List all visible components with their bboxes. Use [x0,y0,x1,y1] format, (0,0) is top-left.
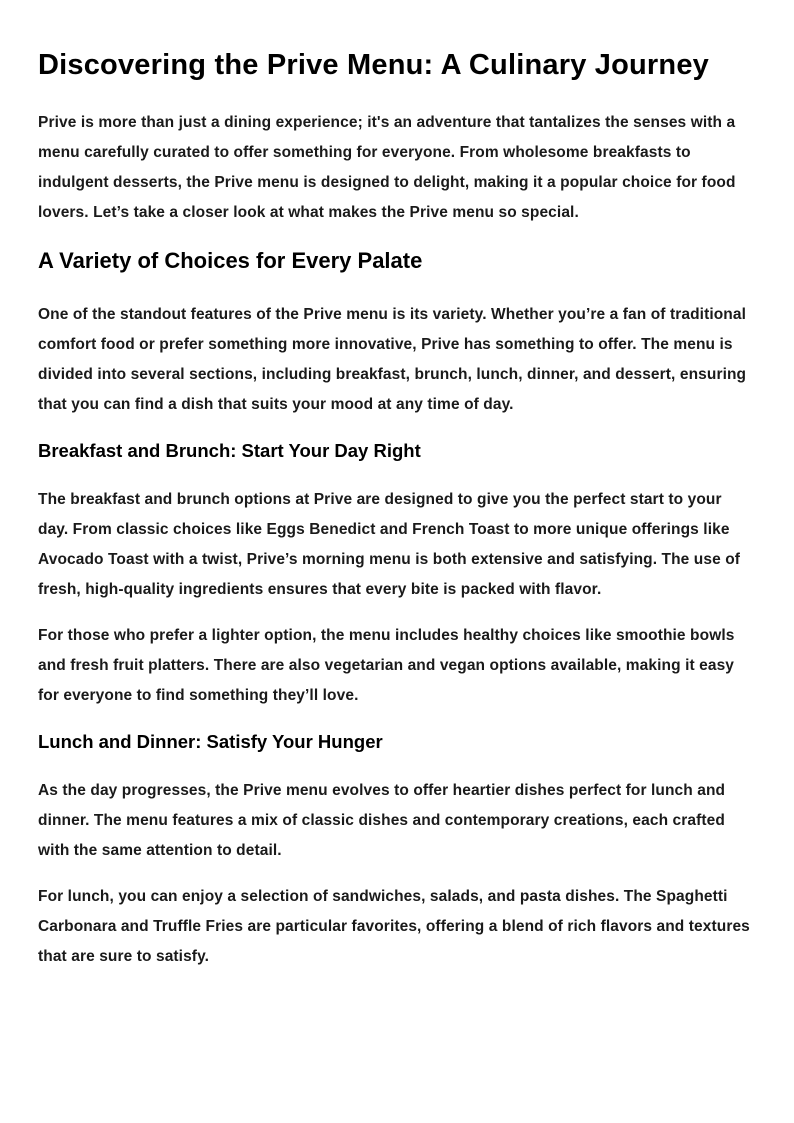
intro-paragraph: Prive is more than just a dining experience; it's an adventure that tantalizes the senses with a menu carefully curated to offer something for everyone. From wholesome breakfasts to indulgent desserts, the Prive menu is designed to delight, making it a popular choice for food lovers. Let’s take a closer look at what makes the Prive menu so special. [38,114,736,221]
lunch-paragraph-2: For lunch, you can enjoy a selection of sandwiches, salads, and pasta dishes. The Spaghetti Carbonara and Truffle Fries are particular favorites, offering a blend of rich flavors and textures that are sure to satisfy. [38,888,750,965]
breakfast-paragraph-2: For those who prefer a lighter option, the menu includes healthy choices like smoothie bowls and fresh fruit platters. There are also vegetarian and vegan options available, making it easy for everyone to find something they’ll love. [38,627,735,704]
breakfast-paragraph-1: The breakfast and brunch options at Prive are designed to give you the perfect start to your day. From classic choices like Eggs Benedict and French Toast to more unique offerings like Avocado Toast with a twist, Prive’s morning menu is both extensive and satisfying. The use of fresh, high-quality ingredients ensures that every bite is packed with flavor. [38,491,741,598]
page-title: Discovering the Prive Menu: A Culinary Journey [38,49,709,81]
subsection-breakfast-heading: Breakfast and Brunch: Start Your Day Right [38,440,421,461]
article-body [38,36,756,972]
variety-paragraph: One of the standout features of the Prive menu is its variety. Whether you’re a fan of traditional comfort food or prefer something more innovative, Prive has something to offer. The menu is divided into several sections, including breakfast, brunch, lunch, dinner, and dessert, ensuring that you can find a dish that suits your mood at any time of day. [38,306,747,413]
section-variety-heading: A Variety of Choices for Every Palate [38,248,423,273]
lunch-paragraph-1: As the day progresses, the Prive menu evolves to offer heartier dishes perfect for lunch and dinner. The menu features a mix of classic dishes and contemporary creations, each crafted with the same attention to detail. [38,782,726,859]
subsection-lunch-heading: Lunch and Dinner: Satisfy Your Hunger [38,731,383,752]
